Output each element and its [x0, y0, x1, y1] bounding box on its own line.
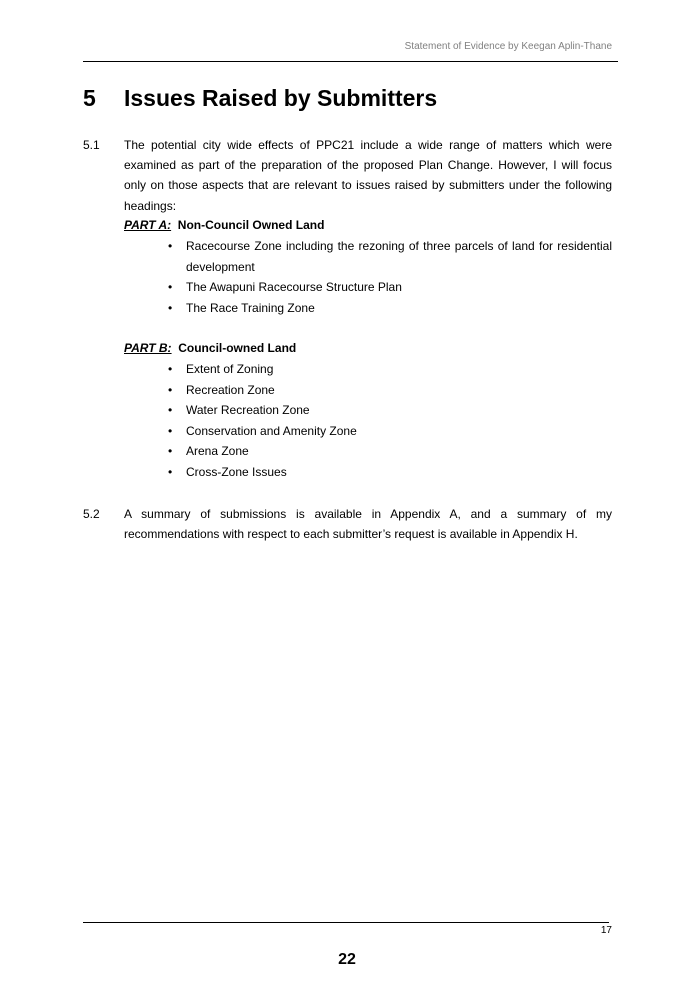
section-number: 5: [83, 85, 96, 111]
list-item-text: The Awapuni Racecourse Structure Plan: [186, 280, 402, 295]
list-item-text: Recreation Zone: [186, 382, 275, 397]
part-b-list: [124, 359, 612, 483]
list-item-text: Cross-Zone Issues: [186, 464, 287, 479]
list-item: [124, 298, 612, 319]
running-header: Statement of Evidence by Keegan Aplin-Thane: [404, 41, 612, 52]
part-b-title: Council-owned Land: [178, 341, 297, 355]
part-b-label: PART B:: [124, 341, 172, 355]
list-item-text: Arena Zone: [186, 444, 249, 459]
footer-page-number: 17: [600, 925, 612, 936]
list-item: [124, 277, 612, 298]
paragraph-5-1: [83, 135, 612, 216]
list-item-text: Racecourse Zone including the rezoning of three parcels of land for residential development: [186, 239, 612, 274]
list-item: [124, 236, 612, 277]
bullet-icon: •: [168, 382, 173, 397]
part-a-list: [124, 236, 612, 318]
list-item: [124, 359, 612, 380]
section-title: Issues Raised by Submitters: [124, 85, 438, 111]
list-item: [124, 462, 612, 483]
bullet-icon: •: [168, 403, 173, 418]
paragraph-text: The potential city wide effects of PPC21 include a wide range of matters which were examined as part of the preparation of the proposed Plan Change. However, I will focus only on those aspects that are relevant to issues raised by submitters under the following headings:: [124, 138, 612, 213]
list-item: [124, 400, 612, 421]
bullet-icon: •: [168, 280, 173, 295]
list-item-text: Water Recreation Zone: [186, 403, 310, 418]
list-item: [124, 441, 612, 462]
paragraph-text: A summary of submissions is available in Appendix A, and a summary of my recommendations with respect to each submitter’s request is available in Appendix H.: [124, 507, 612, 542]
bullet-icon: •: [168, 300, 173, 315]
bullet-icon: •: [168, 444, 173, 459]
header-divider: [83, 61, 618, 62]
footer-divider: [83, 922, 609, 923]
paragraph-number: 5.2: [83, 507, 100, 521]
list-item-text: Extent of Zoning: [186, 362, 274, 376]
list-item: [124, 421, 612, 442]
list-item-text: The Race Training Zone: [186, 300, 315, 315]
list-item: [124, 380, 612, 401]
part-a-title: Non-Council Owned Land: [177, 218, 325, 232]
part-a-label: PART A:: [124, 218, 172, 232]
paragraph-5-2: [83, 504, 612, 544]
bullet-icon: •: [168, 423, 173, 438]
paragraph-number: 5.1: [83, 138, 100, 152]
part-a-heading: [124, 215, 324, 235]
bullet-icon: •: [168, 239, 173, 253]
stamp-page-number: 22: [338, 951, 356, 968]
bullet-icon: •: [168, 362, 173, 376]
bullet-icon: •: [168, 464, 173, 479]
section-heading: [83, 84, 618, 112]
part-b-heading: [124, 338, 296, 358]
list-item-text: Conservation and Amenity Zone: [186, 423, 357, 438]
